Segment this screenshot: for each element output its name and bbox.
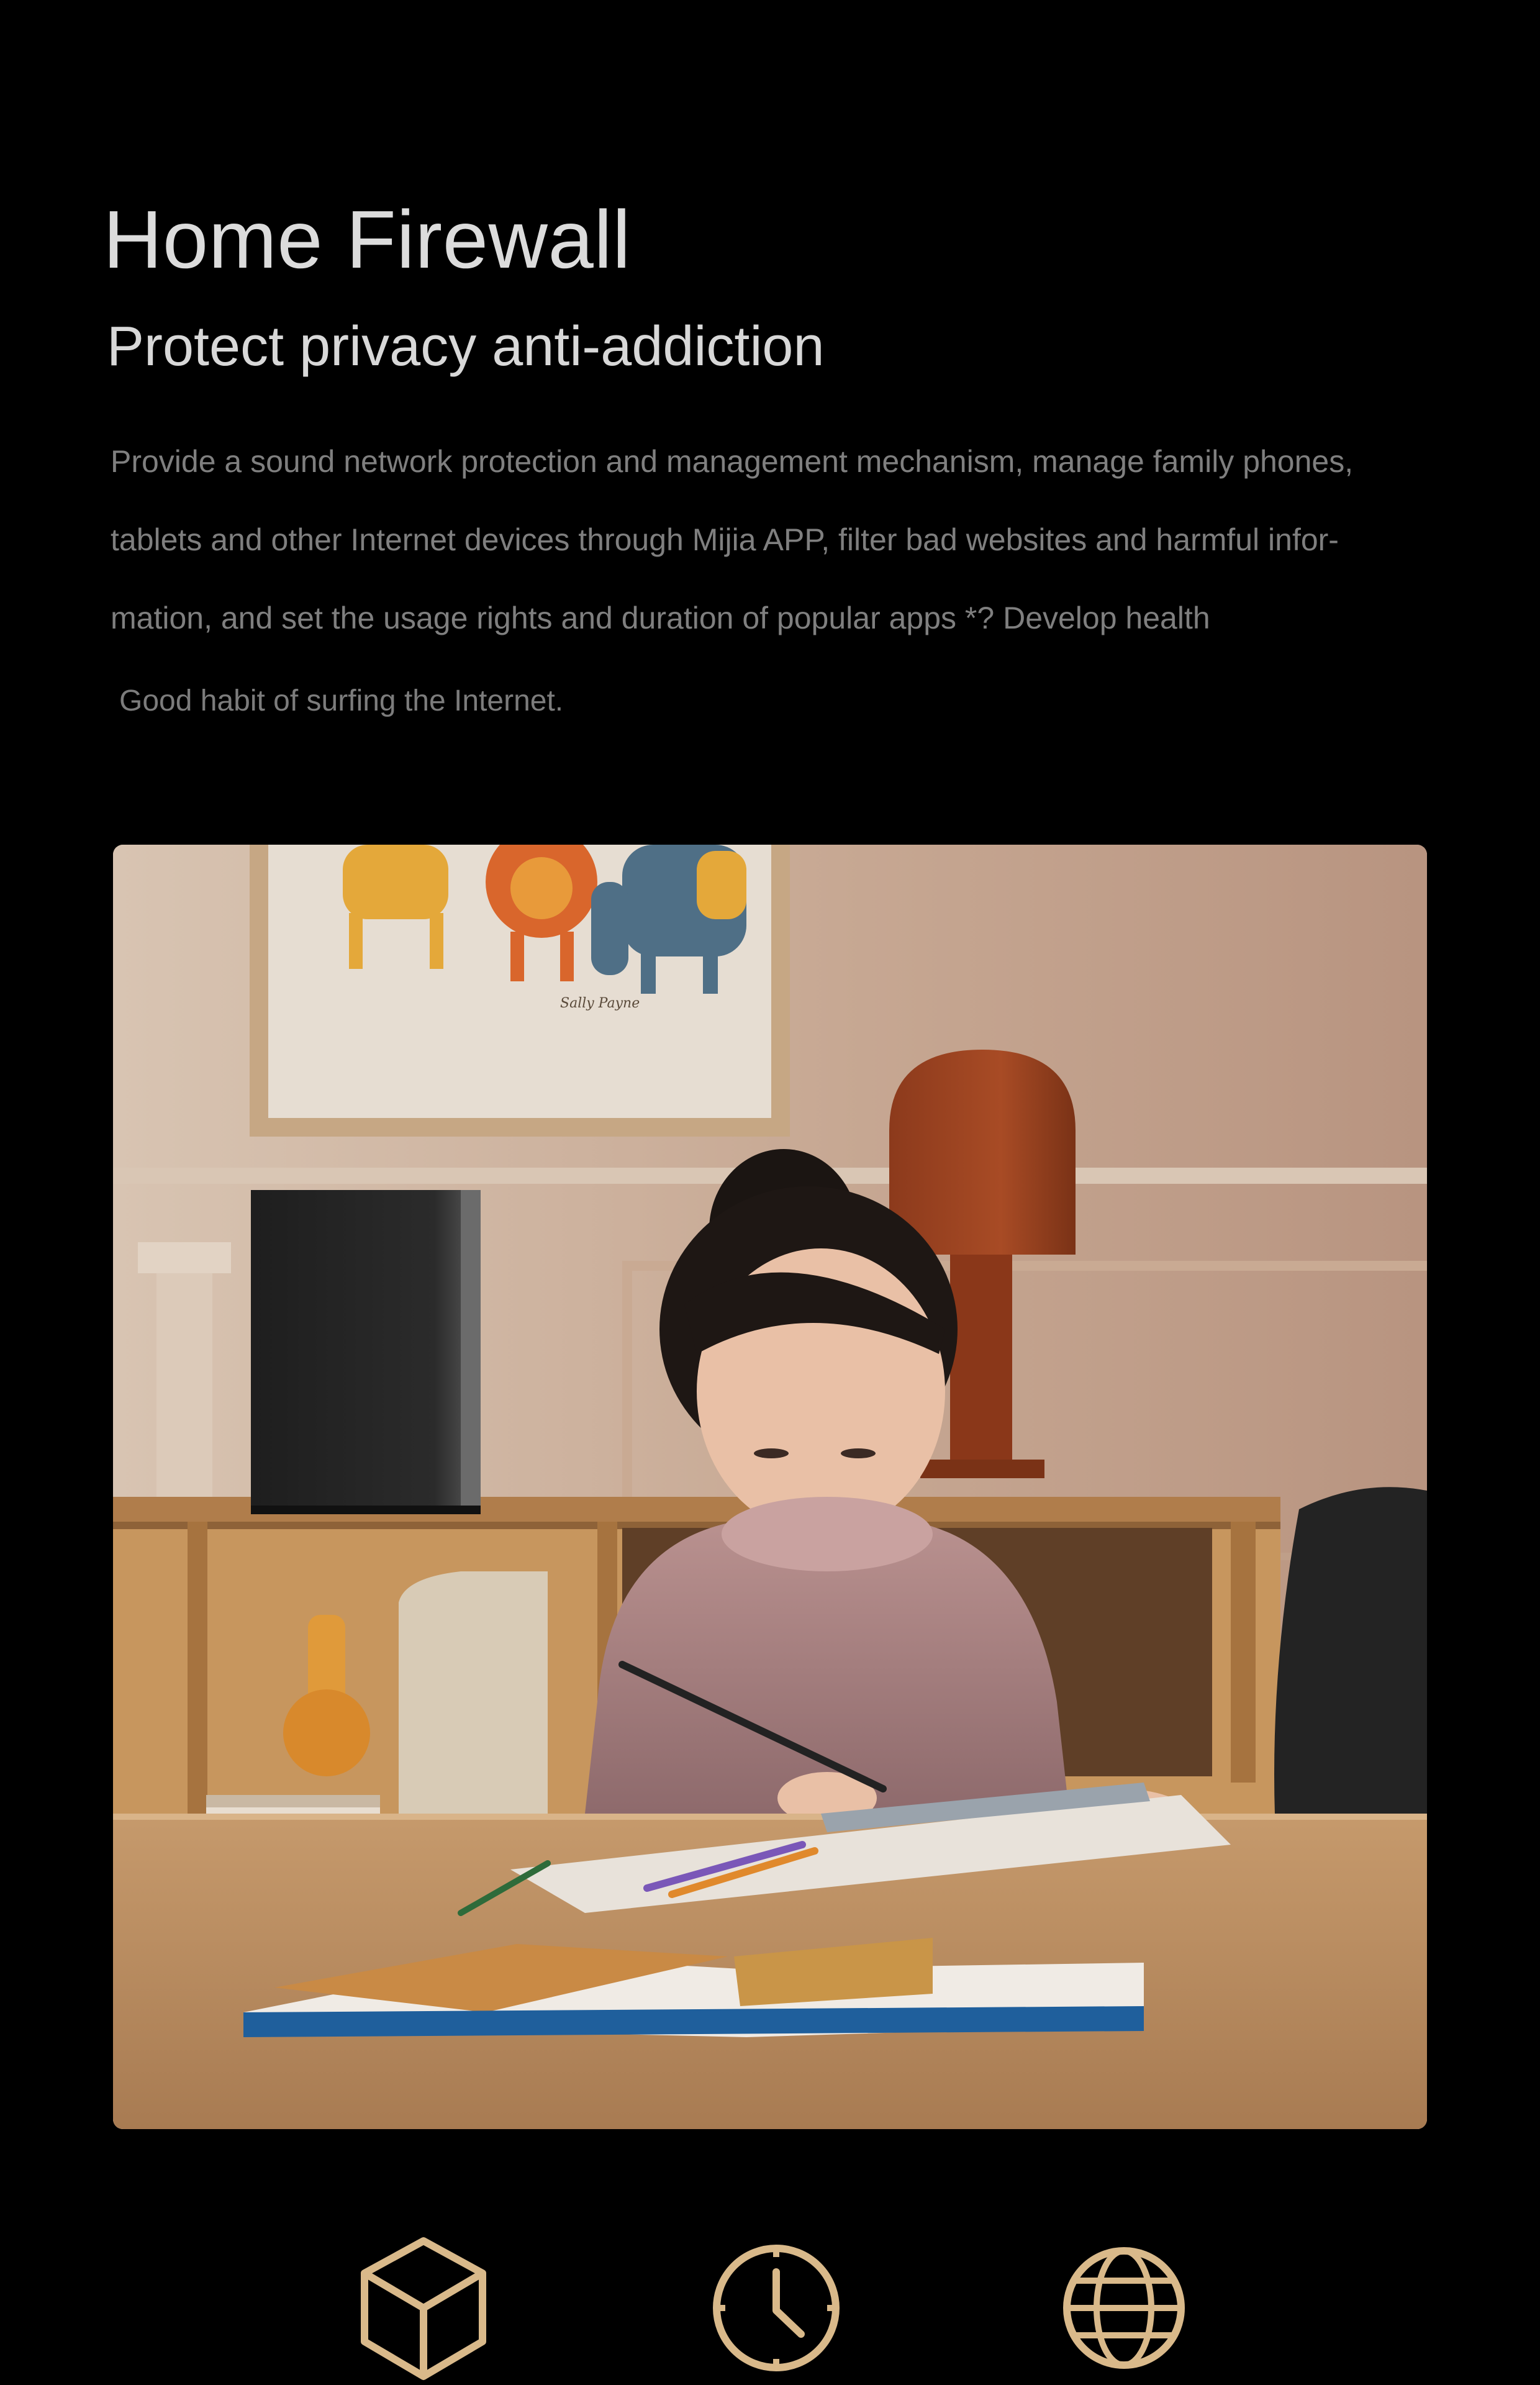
description-tail: Good habit of surfing the Internet. (119, 684, 564, 717)
description-line: Provide a sound network protection and management mechanism, manage family phones, (111, 444, 1354, 479)
page-title: Home Firewall (103, 194, 631, 286)
description (111, 422, 1446, 657)
description-line: tablets and other Internet devices through Mijia APP, filter bad websites and harmful infor- (111, 522, 1339, 557)
router-device (251, 1190, 481, 1514)
globe-icon (1056, 2235, 1192, 2385)
lifestyle-photo (113, 845, 1427, 2129)
poster-signature: Sally Payne (560, 996, 640, 1011)
page-subtitle: Protect privacy anti-addiction (107, 315, 825, 378)
clock-icon (708, 2235, 845, 2385)
description-line: mation, and set the usage rights and duration of popular apps *? Develop health (111, 601, 1210, 635)
cube-icon (355, 2235, 492, 2385)
feature-icons (0, 2235, 1540, 2385)
